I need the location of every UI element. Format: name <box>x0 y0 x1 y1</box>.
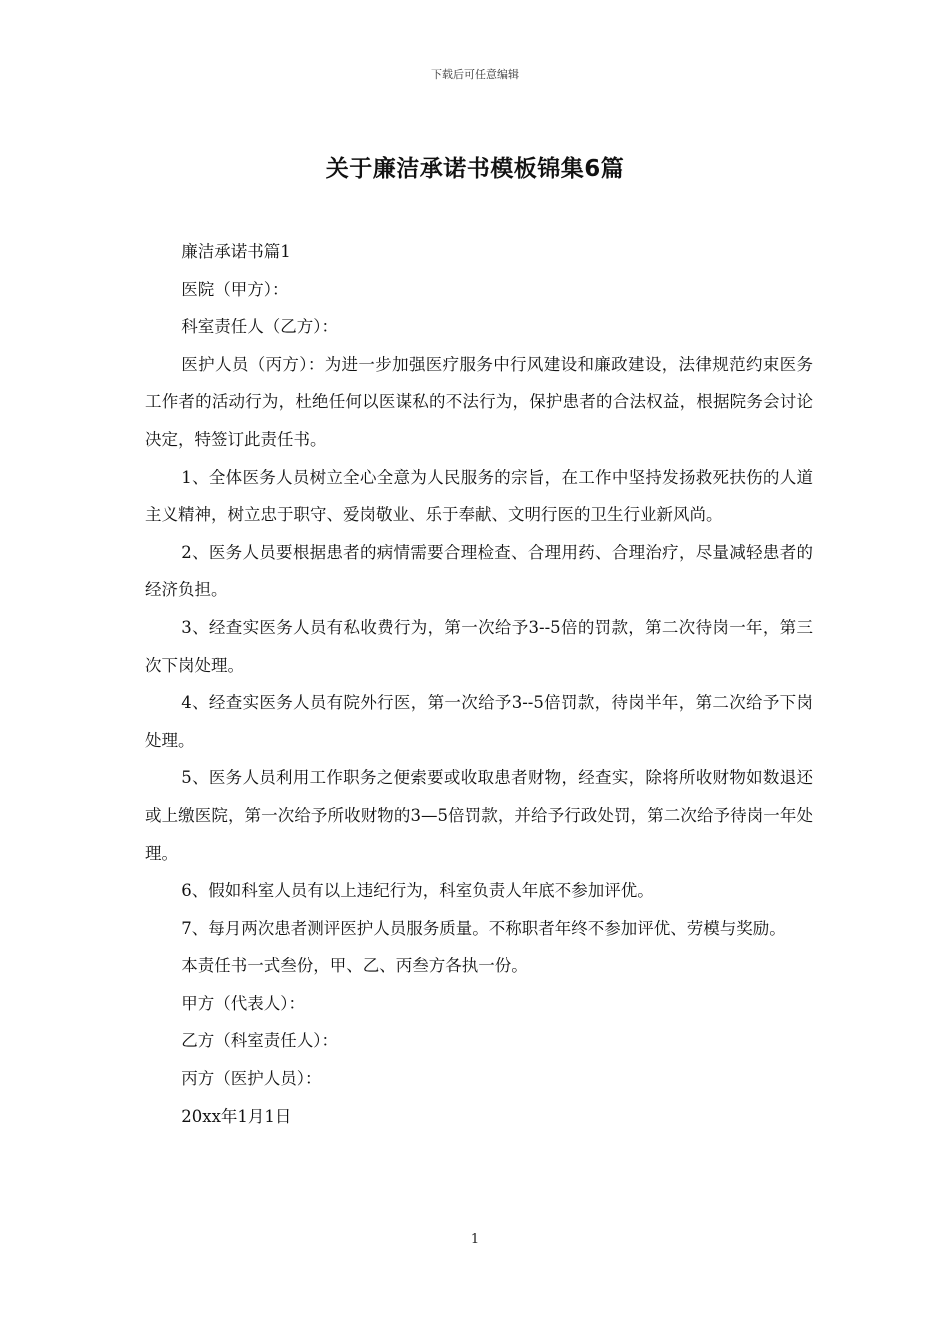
signature-party-b: 乙方（科室责任人）： <box>181 1031 339 1051</box>
copies-note: 本责任书一式叁份，甲、乙、丙叁方各执一份。 <box>181 956 528 976</box>
clause-6: 6、假如科室人员有以上违纪行为，科室负责人年底不参加评优。 <box>181 881 654 901</box>
party-b-line: 科室责任人（乙方）： <box>181 317 339 337</box>
header-note: 下载后可任意编辑 <box>431 68 519 81</box>
signature-party-c: 丙方（医护人员）： <box>181 1069 322 1089</box>
signature-party-a: 甲方（代表人）： <box>181 993 306 1013</box>
party-a-line: 医院（甲方）： <box>181 279 289 299</box>
clause-1: 1、全体医务人员树立全心全意为人民服务的宗旨，在工作中坚持发扬救死扶伤的人道主义精神，树立忠于职守、爱岗敬业、乐于奉献、文明行医的卫生行业新风尚。 <box>145 467 813 525</box>
document-date: 20xx年1月1日 <box>181 1106 292 1126</box>
clause-2: 2、医务人员要根据患者的病情需要合理检查、合理用药、合理治疗，尽量减轻患者的经济负担。 <box>145 542 813 600</box>
clause-5: 5、医务人员利用工作职务之便索要或收取患者财物，经查实，除将所收财物如数退还或上缴医院，第一次给予所收财物的3—5倍罚款，并给予行政处罚，第二次给予待岗一年处理。 <box>145 768 813 863</box>
section-heading: 廉洁承诺书篇1 <box>181 242 291 261</box>
intro-paragraph: 医护人员（丙方）：为进一步加强医疗服务中行风建设和廉政建设，法律规范约束医务工作者的活动行为，杜绝任何以医谋私的不法行为，保护患者的合法权益，根据院务会讨论决定，特签订此责任书。 <box>145 354 813 449</box>
clause-4: 4、经查实医务人员有院外行医，第一次给予3--5倍罚款，待岗半年，第二次给予下岗处理。 <box>145 693 813 750</box>
clause-3: 3、经查实医务人员有私收费行为，第一次给予3--5倍的罚款，第二次待岗一年，第三次下岗处理。 <box>145 617 813 675</box>
page-number: 1 <box>470 1232 480 1247</box>
clause-7: 7、每月两次患者测评医护人员服务质量。不称职者年终不参加评优、劳模与奖励。 <box>181 918 786 938</box>
document-title: 关于廉洁承诺书模板锦集6篇 <box>325 156 625 182</box>
document-body <box>145 233 813 1135</box>
